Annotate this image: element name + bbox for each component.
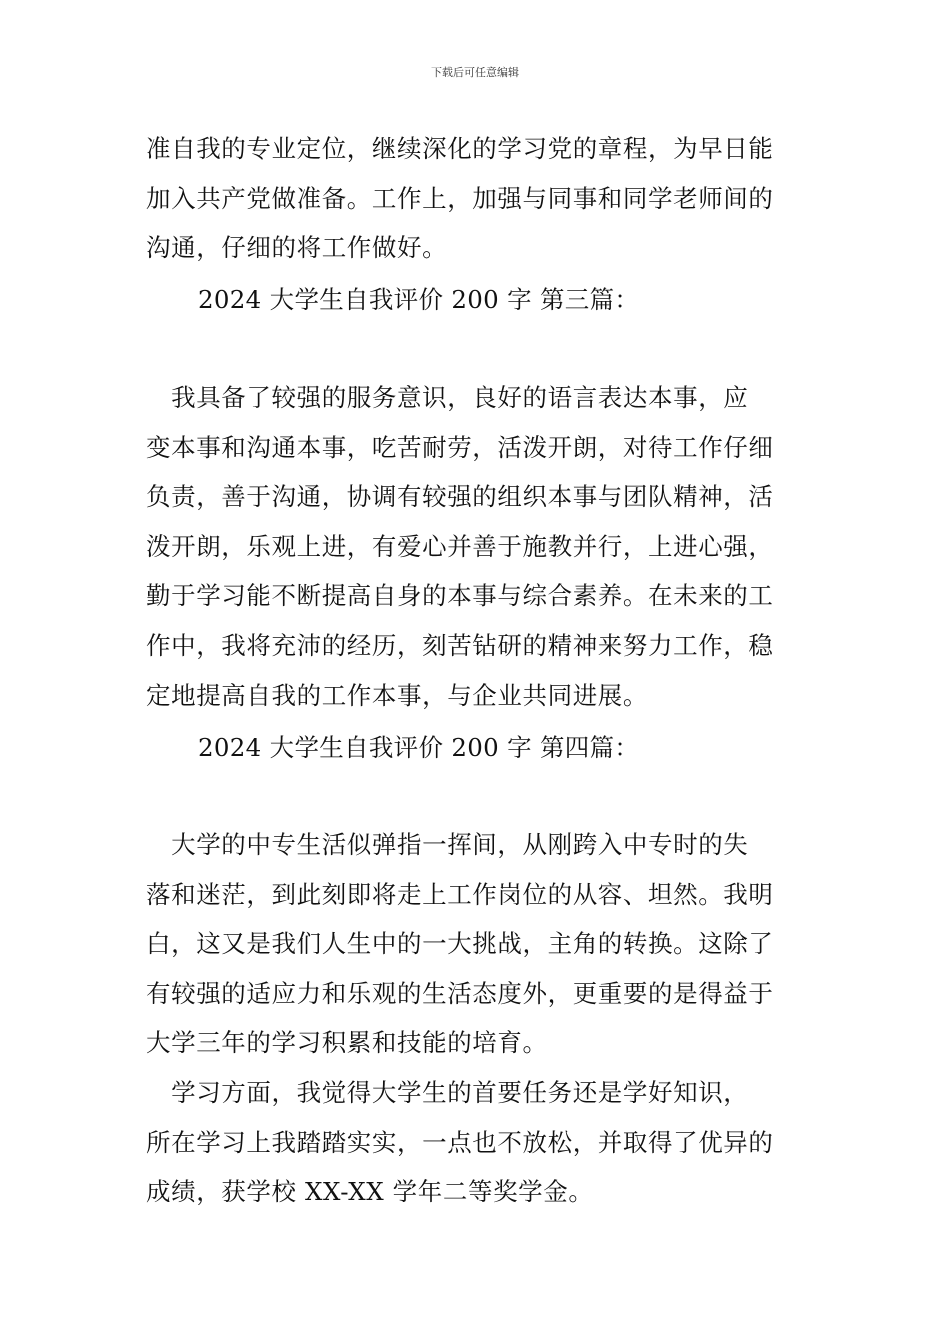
text-line: 白，这又是我们人生中的一大挑战，主角的转换。这除了	[146, 929, 774, 959]
paragraph-block-3	[146, 820, 806, 1217]
text-line: 大学的中专生活似弹指一挥间，从刚跨入中专时的失	[146, 830, 749, 859]
text-line: 学习方面，我觉得大学生的首要任务还是学好知识，	[146, 1077, 749, 1107]
text-line: 沟通，仔细的将工作做好。	[146, 233, 448, 263]
section-heading-3: 2024 大学生自我评价 200 字 第三篇：	[198, 285, 640, 314]
text-line: 负责，善于沟通，协调有较强的组织本事与团队精神，活	[146, 482, 774, 512]
text-line: 定地提高自我的工作本事，与企业共同进展。	[146, 680, 648, 710]
text-line: 泼开朗，乐观上进，有爱心并善于施教并行，上进心强，	[146, 531, 774, 561]
text-line: 落和迷茫，到此刻即将走上工作岗位的从容、坦然。我明	[146, 879, 774, 909]
text-line: 成绩，获学校 XX-XX 学年二等奖学金。	[146, 1177, 594, 1207]
page-header: 下载后可任意编辑	[431, 66, 519, 79]
text-line: 作中，我将充沛的经历，刻苦钻研的精神来努力工作，稳	[146, 630, 774, 660]
paragraph-block-1	[146, 124, 806, 273]
paragraph-block-2	[146, 373, 806, 720]
text-line: 所在学习上我踏踏实实，一点也不放松，并取得了优异的	[146, 1127, 774, 1157]
text-line: 大学三年的学习积累和技能的培育。	[146, 1028, 548, 1058]
text-line: 准自我的专业定位，继续深化的学习党的章程，为早日能	[146, 134, 774, 163]
section-heading-4: 2024 大学生自我评价 200 字 第四篇：	[198, 733, 640, 762]
text-line: 我具备了较强的服务意识，良好的语言表达本事，应	[146, 383, 749, 412]
text-line: 变本事和沟通本事，吃苦耐劳，活泼开朗，对待工作仔细	[146, 432, 774, 462]
text-line: 加入共产党做准备。工作上，加强与同事和同学老师间的	[146, 183, 774, 213]
text-line: 勤于学习能不断提高自身的本事与综合素养。在未来的工	[146, 581, 774, 611]
text-line: 有较强的适应力和乐观的生活态度外，更重要的是得益于	[146, 978, 774, 1008]
